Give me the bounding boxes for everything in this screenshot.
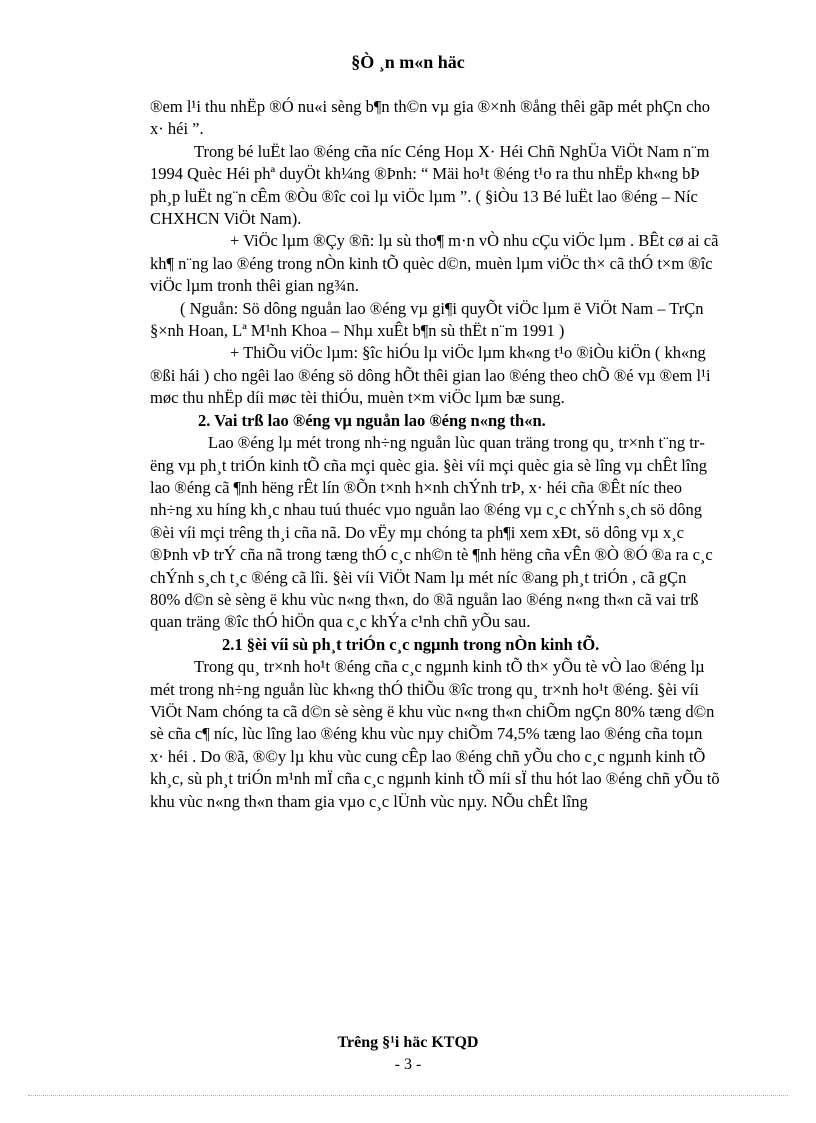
section-2-1-heading: 2.1 §èi víi sù ph¸t triÓn c¸c ngµnh trong nÒn kinh tÕ. [222,634,600,654]
paragraph-source-citation: ( Nguån: Sö dông nguån lao ®éng vµ gi¶i quyÕt viÖc lµm ë ViÖt Nam – TrÇn §×nh Hoan, Lª M¹nh Khoa – Nhµ xuÊt b¶n sù thËt n¨m 1991 ) [150,298,704,341]
document-body [150,96,720,813]
page-header-title: §Ò ¸n m«n häc [351,52,465,72]
page-bottom-divider [28,1095,788,1096]
section-2-1-paragraph: Trong qu¸ tr×nh ho¹t ®éng cña c¸c ngµnh kinh tÕ th× yÕu tè vÒ lao ®éng lµ mét trong nh÷ng nguån lùc kh«ng thÓ thiÕu ®îc trong qu¸ tr×nh ho¹t ®éng. §èi víi ViÖt Nam chóng ta cã d©n sè sèng ë khu vùc n«ng th«n chiÕm ngÇn 80% tæng d©n sè cña c¶ níc, lùc lîng lao ®éng khu vùc nµy chiÕm 74,5% tæng lao ®éng cña toµn x· héi . Do ®ã, ®©y lµ khu vùc cung cÊp lao ®éng chñ yÕu cho c¸c ngµnh kinh tÕ kh¸c, sù ph¸t triÓn m¹nh mÏ cña c¸c ngµnh kinh tÕ míi sÏ thu hót lao ®éng chñ yÕu tõ khu vùc n«ng th«n tham gia vµo c¸c lÜnh vùc nµy. NÕu chÊt lîng [150,657,720,811]
page-footer-title: Trêng §¹i häc KTQD [337,1034,479,1051]
paragraph-full-employment: + ViÖc lµm ®Çy ®ñ: lµ sù tho¶ m·n vÒ nhu cÇu viÖc lµm . BÊt cø ai cã kh¶ n¨ng lao ®éng trong nÒn kinh tÕ quèc d©n, muèn lµm viÖc th× cã thÓ t×m ®îc viÖc lµm tronh thêi gian ng¾n. [150,231,719,296]
paragraph-labor-law: Trong bé luËt lao ®éng cña níc Céng Hoµ X· Héi Chñ NghÜa ViÖt Nam n¨m 1994 Quèc Héi phª duyÖt kh¼ng ®Þnh: “ Mäi ho¹t ®éng t¹o ra thu nhËp kh«ng bÞ ph¸p luËt ng¨n cÊm ®Òu ®îc coi lµ viÖc lµm ”. ( §iÒu 13 Bé luËt lao ®éng – Níc CHXHCN ViÖt Nam). [150,141,710,229]
section-2-paragraph: Lao ®éng lµ mét trong nh÷ng nguån lùc quan träng trong qu¸ tr×nh t¨ng trëng vµ ph¸t triÓn kinh tÕ cña mçi quèc gia. §èi víi mçi quèc gia sè lîng vµ chÊt lîng lao ®éng cã ¶nh hëng rÊt lín ®Õn t×nh h×nh chÝnh trÞ, x· héi cña ®Êt níc theo nh÷ng xu híng kh¸c nhau tuú thuéc vµo nguån lao ®éng vµ c¸c chÝnh s¸ch sö dông ®èi víi mçi trêng th¸i cña nã. Do vËy mµ chóng ta ph¶i xem xÐt, sö dông vµ x¸c ®Þnh vÞ trÝ cña nã trong tæng thÓ c¸c nh©n tè ¶nh hëng cña vÊn ®Ò ®Ó ®a ra c¸c chÝnh s¸ch t¸c ®éng cã lîi. §èi víi ViÖt Nam lµ mét níc ®ang ph¸t triÓn , cã gÇn 80% d©n sè sèng ë khu vùc n«ng th«n, do ®ã nguån lao ®éng n«ng th«n cã vai trß quan träng ®îc thÓ hiÖn qua c¸c khÝa c¹nh chñ yÕu sau. [150,433,713,632]
section-2-heading: 2. Vai trß lao ®éng vµ nguån lao ®éng n«ng th«n. [198,410,546,430]
paragraph-underemployment: + ThiÕu viÖc lµm: §îc hiÓu lµ viÖc lµm kh«ng t¹o ®iÒu kiÖn ( kh«ng ®ßi hái ) cho ngêi lao ®éng sö dông hÕt thêi gian lao ®éng theo chÕ ®é vµ ®em l¹i møc thu nhËp díi møc tèi thiÓu, muèn t×m viÖc lµm bæ sung. [150,343,711,408]
page-number: - 3 - [394,1056,422,1073]
paragraph-continuation: ®em l¹i thu nhËp ®Ó nu«i sèng b¶n th©n vµ gia ®×nh ®ång thêi gãp mét phÇn cho x· héi ”. [150,97,710,139]
